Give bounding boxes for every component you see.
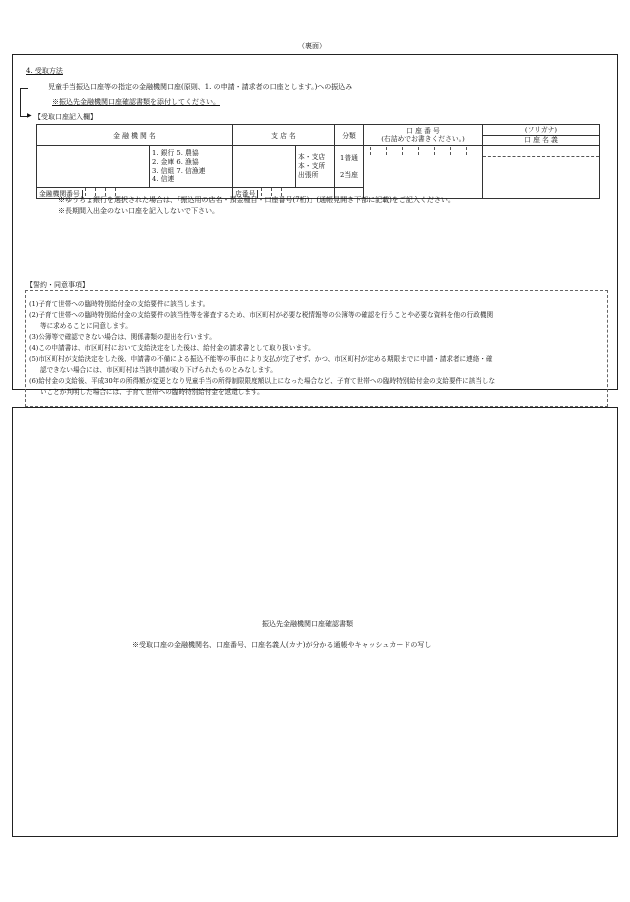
kana-label: (フリガナ) xyxy=(483,126,599,135)
attachment-note: ※受取口座の金融機関名、口座番号、口座名義人(カナ)が分かる通帳やキャッシュカードの写し xyxy=(132,641,432,649)
pledge-item-2: (2)子育て世帯への臨時特別給付金の支給要件の該当性等を審査するため、市区町村が必要な税情報等の公簿等の確認を行うことや必要な資料を他の行政機関 xyxy=(29,311,494,319)
branch-types xyxy=(296,146,335,188)
section-title: 4. 受取方法 xyxy=(26,67,63,75)
class-options[interactable] xyxy=(335,146,364,188)
pledge-title: 【誓約・同意事項】 xyxy=(26,281,89,289)
bank-type-1: 1. 銀行 5. 農協 xyxy=(152,148,199,157)
header-bank: 金 融 機 関 名 xyxy=(37,125,233,146)
account-holder-input[interactable] xyxy=(483,146,600,199)
bank-type-2: 2. 金庫 6. 漁協 xyxy=(152,157,199,166)
bank-code-label: 金融機関番号 xyxy=(37,190,83,198)
pledge-item-2-cont: 等に求めることに同意します。 xyxy=(40,322,132,330)
header-number xyxy=(364,125,483,146)
holder-label: 口 座 名 義 xyxy=(524,135,558,144)
header-holder xyxy=(483,125,600,146)
attachment-title: 振込先金融機関口座確認書類 xyxy=(262,620,353,628)
branch-type-2: 本・支所 xyxy=(298,161,326,170)
entry-label: 【受取口座記入欄】 xyxy=(34,113,97,121)
page-side-label: （裏面） xyxy=(298,42,326,50)
class-current: 2当座 xyxy=(340,170,358,179)
bank-name-input[interactable] xyxy=(37,146,150,188)
attach-note: ※振込先金融機関口座確認書類を添付してください。 xyxy=(52,98,220,106)
pledge-item-1: (1)子育て世帯への臨時特別給付金の支給要件に該当します。 xyxy=(29,300,210,308)
account-number-input[interactable] xyxy=(364,146,483,199)
branch-type-3: 出張所 xyxy=(298,171,319,180)
branch-type-1: 本・支店 xyxy=(298,152,326,161)
table-note-1: ※ゆうちょ銀行を選択された場合は、「振込用の店名・預金種目・口座番号(7桁)」(通帳見開き下部に記載)をご記入ください。 xyxy=(58,196,455,204)
header-branch: 支 店 名 xyxy=(233,125,335,146)
transfer-line: 児童手当振込口座等の指定の金融機関口座(原則、1. の申請・請求者の口座とします。)への振込み xyxy=(48,83,353,91)
bank-type-3: 3. 信組 7. 信漁連 xyxy=(152,166,206,175)
pledge-item-6-cont: いことが判明した場合には、子育て世帯への臨時特別給付金を返還します。 xyxy=(40,388,264,396)
number-sublabel: (右詰めでお書きください。) xyxy=(381,135,465,143)
class-ordinary: 1普通 xyxy=(340,154,358,163)
branch-code-label: 店番号 xyxy=(233,190,258,198)
pledge-item-5: (5)市区町村が支給決定をした後、申請書の不備による振込不能等の事由により支払が完了せず、かつ、市区町村が定める期限までに申請・請求者に連絡・確 xyxy=(29,355,493,363)
bank-type-4: 4. 信連 xyxy=(152,175,175,184)
branch-name-input[interactable] xyxy=(233,146,296,188)
bracket-top xyxy=(20,88,28,89)
bracket-line xyxy=(20,88,21,116)
pledge-item-5-cont: 認できない場合には、市区町村は当該申請が取り下げられたものとみなします。 xyxy=(40,366,277,374)
pledge-item-6: (6)給付金の支給後、平成30年の所得額が変更となり児童手当の所得制限限度額以上になった場合など、子育て世帯への臨時特別給付金の支給要件に該当しな xyxy=(29,377,496,385)
bank-types xyxy=(150,146,233,188)
pledge-item-4: (4)この申請書は、市区町村において支給決定をした後は、給付金の請求書として取り扱います。 xyxy=(29,344,315,352)
table-note-2: ※長期間入出金のない口座を記入しないで下さい。 xyxy=(58,207,219,215)
arrow-icon: ▶ xyxy=(27,112,32,119)
account-table xyxy=(36,124,600,199)
pledge-box xyxy=(25,290,608,407)
number-label: 口 座 番 号 xyxy=(406,126,440,135)
header-class: 分類 xyxy=(335,125,364,146)
pledge-item-3: (3)公簿等で確認できない場合は、関係書類の提出を行います。 xyxy=(29,333,216,341)
